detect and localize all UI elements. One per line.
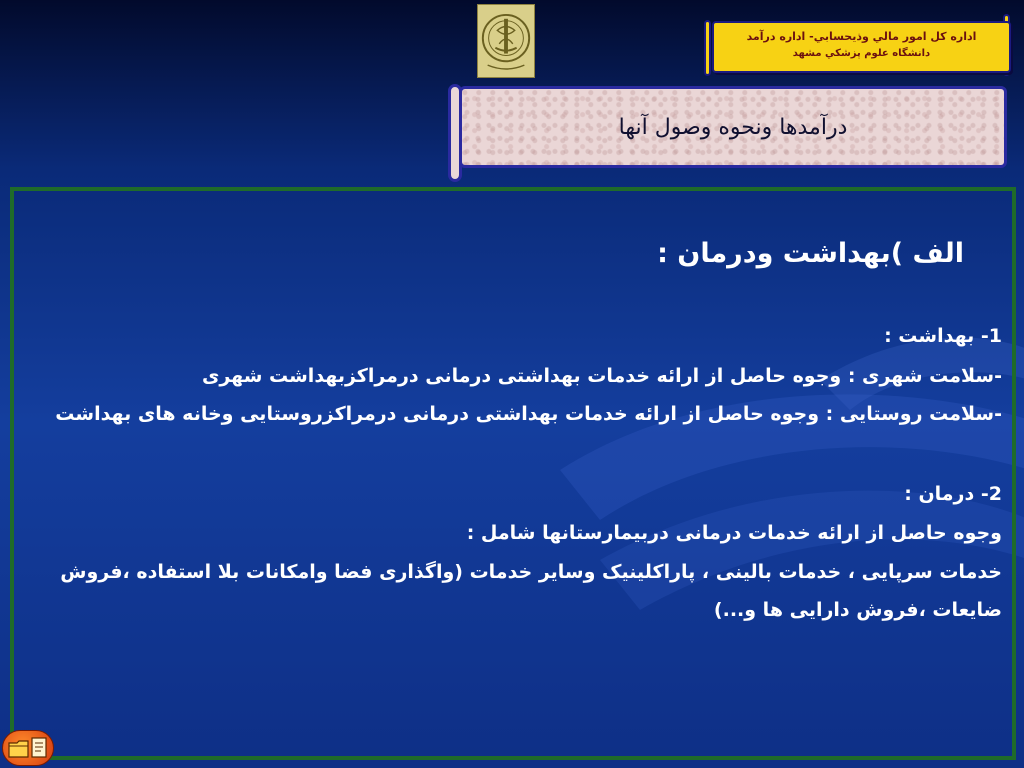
content-line-4: 2- درمان : xyxy=(904,483,1002,505)
organization-name: اداره کل امور مالي وذيحسابي- اداره درآمد xyxy=(746,30,977,43)
content-frame xyxy=(10,187,1016,760)
organization-banner xyxy=(712,21,1011,73)
content-line-5: وجوه حاصل از ارائه خدمات درمانی دربیمارستانها شامل : xyxy=(466,522,1002,544)
banner-scroll-rod-left xyxy=(704,20,711,76)
content-line-3: -سلامت روستایی : وجوه حاصل از ارائه خدمات بهداشتی درمانی درمراکزروستایی وخانه های بهداشت xyxy=(55,403,1002,425)
folder-document-icon xyxy=(6,735,50,761)
content-line-1: 1- بهداشت : xyxy=(884,325,1002,347)
university-emblem-icon xyxy=(478,5,534,77)
slide-navigation-button[interactable] xyxy=(2,730,54,766)
university-logo xyxy=(477,4,535,78)
section-heading: الف )بهداشت ودرمان : xyxy=(657,238,964,269)
content-line-6: خدمات سرپایی ، خدمات بالینی ، پاراکلینیک وسایر خدمات (واگذاری فضا وامکانات بلا استفاده ،فروش xyxy=(60,561,1002,583)
slide-title-panel xyxy=(459,86,1007,168)
content-line-7: ضایعات ،فروش دارایی ها و...) xyxy=(713,599,1002,621)
slide-title: درآمدها ونحوه وصول آنها xyxy=(618,114,848,140)
university-name: دانشگاه علوم پزشكي مشهد xyxy=(792,48,931,59)
content-line-2: -سلامت شهری : وجوه حاصل از ارائه خدمات بهداشتی درمانی درمراکزبهداشت شهری xyxy=(201,365,1002,387)
